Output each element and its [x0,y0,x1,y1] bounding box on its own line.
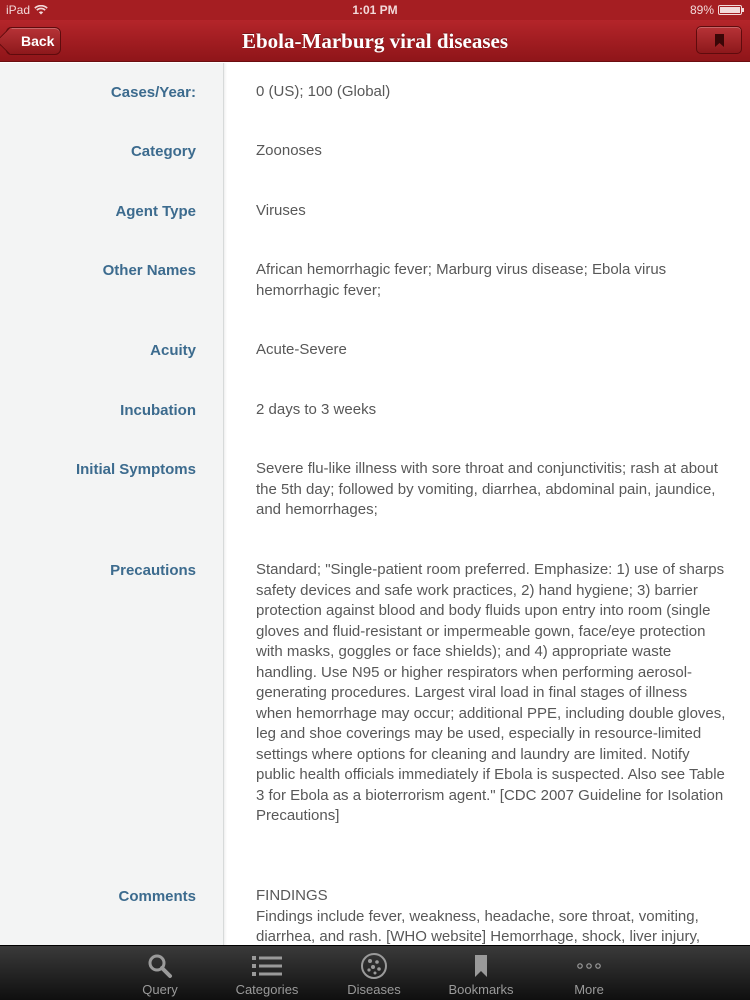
tab-label: More [574,982,604,997]
field-value-incubation: 2 days to 3 weeks [256,401,377,418]
nav-bar [0,20,750,62]
tab-query[interactable] [107,946,213,1000]
field-label-comments: Comments [118,888,196,905]
device-name: iPad [6,3,31,17]
tab-label: Categories [235,982,299,997]
bookmark-icon [474,955,488,977]
tab-more[interactable] [536,946,642,1000]
virus-icon [360,952,388,980]
disease-detail[interactable] [0,63,750,945]
field-value-other-names: African hemorrhagic fever; Marburg virus disease; Ebola virus hemorrhagic fever; [256,261,667,299]
field-label-category: Category [130,143,196,160]
battery-icon [718,5,742,15]
field-label-incubation: Incubation [120,402,196,419]
back-button-label: Back [21,33,55,49]
field-value-acuity: Acute-Severe [256,341,347,358]
battery-percent: 89% [689,3,714,17]
field-value-agent-type: Viruses [256,202,306,219]
field-label-agent-type: Agent Type [115,203,196,220]
page-title: Ebola-Marburg viral diseases [242,29,508,53]
field-value-comments: FINDINGS Findings include fever, weakness, headache, sore throat, vomiting, diarrhea, and rash. [WHO website] Hemorrhage, shock, liver injury, [256,887,701,945]
list-icon [252,955,282,977]
status-time: 1:01 PM [352,3,398,17]
more-icon [576,962,602,970]
field-label-acuity: Acuity [150,342,196,359]
tab-label: Bookmarks [448,982,514,997]
field-value-precautions: Standard; "Single-patient room preferred. Emphasize: 1) use of sharps safety devices and safe work practices, 2) hand hygiene; 3) barrier protection against blood and body fluids upon entry into room (single gloves and fluid-resistant or impermeable gown, face/eye protection with masks, goggles or face shields); and 4) appropriate waste handling. Use N95 or higher respirators when performing aerosol-generating procedures. Largest viral load in final stages of illness when hemorrhage may occur; additional PPE, including double gloves, leg and shoe coverings may be used, especially in resource-limited settings where options for cleaning and laundry are limited. Notify public health officials immediately if Ebola is suspected. Also see Table 3 for Ebola as a bioterrorism agent." [CDC 2007 Guideline for Isolation Precautions] [256,561,726,824]
field-value-cases: 0 (US); 100 (Global) [256,83,391,100]
status-bar [0,0,750,20]
field-label-precautions: Precautions [110,562,196,579]
tab-diseases[interactable] [321,946,427,1000]
tab-label: Diseases [347,982,401,997]
search-icon [147,953,173,979]
field-label-cases: Cases/Year: [110,84,196,101]
field-label-initial-symptoms: Initial Symptoms [75,461,196,478]
tab-categories[interactable] [214,946,320,1000]
field-value-initial-symptoms: Severe flu-like illness with sore throat and conjunctivitis; rash at about the 5th day; followed by vomiting, diarrhea, abdominal pain, jaundice, and hemorrhages; [256,460,718,518]
tab-bookmarks[interactable] [428,946,534,1000]
label-column [0,63,224,945]
field-value-category: Zoonoses [256,142,322,159]
tab-label: Query [142,982,178,997]
field-label-other-names: Other Names [102,262,196,279]
bookmark-icon [714,34,725,47]
tab-bar [0,945,750,1000]
battery-fill [720,7,740,13]
status-right [690,3,742,17]
add-bookmark-button[interactable] [696,26,742,54]
